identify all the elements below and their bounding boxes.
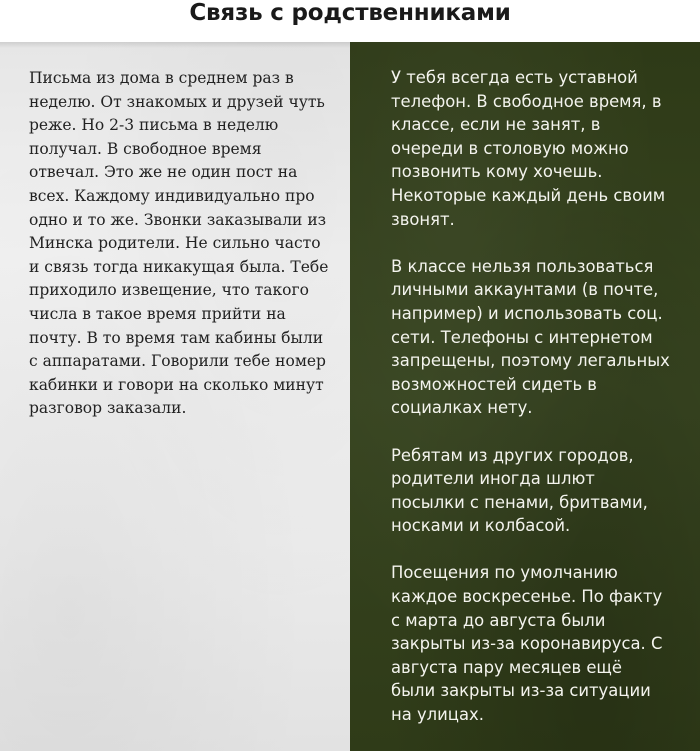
- content-area: [0, 42, 700, 751]
- left-panel-text: Письма из дома в среднем раз в неделю. От знакомых и друзей чуть реже. Но 2-3 письма в неделю получал. В свободное время отвечал. Это же не один пост на всех. Каждому индивидуально про одно и то же. Звонки заказывали из Минска родители. Не сильно часто и связь тогда никакущая была. Тебе приходило извещение, что такого числа в такое время прийти на почту. В то время там кабины были с аппаратами. Говорили тебе номер кабинки и говори на сколько минут разговор заказали.: [29, 69, 329, 418]
- page-title: Связь с родственниками: [189, 0, 511, 26]
- header: [0, 0, 700, 42]
- right-paragraph-visits: Посещения по умолчанию каждое воскресенье. По факту с марта до августа были закрыты из-за коронавируса. С августа пару месяцев ещё были закрыты из-за ситуации на улицах.: [391, 563, 663, 725]
- left-panel: [0, 42, 350, 751]
- right-panel: [350, 42, 700, 751]
- right-paragraph-phone: У тебя всегда есть уставной телефон. В свободное время, в классе, если не занят, в очереди в столовую можно позвонить кому хочешь. Некоторые каждый день своим звонят.: [391, 68, 666, 229]
- right-paragraph-parcels: Ребятам из других городов, родители иногда шлют посылки с пенами, бритвами, носками и колбасой.: [391, 445, 648, 536]
- right-panel-text: [391, 66, 691, 727]
- right-paragraph-accounts: В классе нельзя пользоваться личными аккаунтами (в почте, например) и использовать соц. сети. Телефоны с интернетом запрещены, поэтому легальных возможностей сидеть в социалках нету.: [391, 256, 670, 418]
